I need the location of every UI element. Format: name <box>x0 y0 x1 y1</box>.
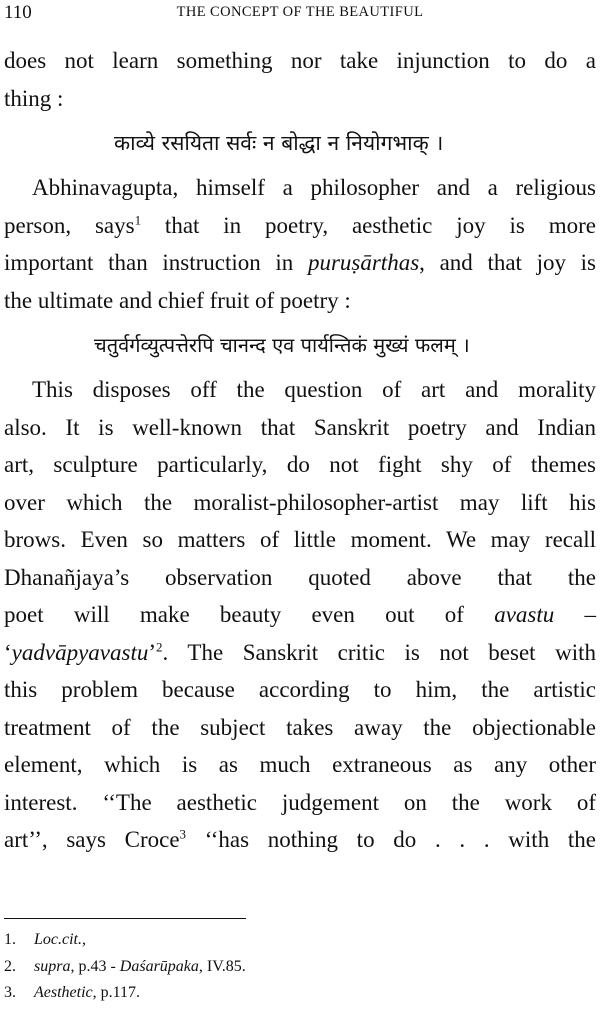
footnote-item <box>4 954 246 981</box>
text-line: Dhanañjaya’s observation quoted above that the <box>4 564 596 590</box>
text-line <box>4 634 596 672</box>
text-line: also. It is well-known that Sanskrit poetry and Indian <box>4 414 596 440</box>
footnote-divider <box>4 918 246 919</box>
footnote-text: , p.43 - <box>70 957 120 975</box>
footnote-ref: 2 <box>156 638 163 654</box>
text-segment: . The Sanskrit critic is not beset with <box>162 639 596 665</box>
running-title: THE CONCEPT OF THE BEAUTIFUL <box>176 4 424 20</box>
footnote-italic: supra <box>34 957 71 975</box>
text-segment: , and that joy is <box>419 250 596 275</box>
text-segment: poet will make beauty even out of <box>4 602 495 627</box>
footnote-ref: 3 <box>179 826 187 842</box>
text-line: element, which is as much extraneous as any other <box>4 752 596 777</box>
footnotes <box>4 927 246 1007</box>
text-segment: ‘‘has nothing to do . . . with the <box>186 827 596 852</box>
footnote-item <box>4 927 246 954</box>
text-segment: art’’, says Croce <box>4 827 180 852</box>
text-segment: person, says <box>4 212 135 238</box>
body-text <box>4 42 596 859</box>
text-segment: ‘ <box>4 639 12 665</box>
footnote-italic: Loc.cit. <box>34 931 82 948</box>
text-segment: that in poetry, aesthetic joy is more <box>141 212 596 238</box>
text-line: This disposes off the question of art and morality <box>32 377 596 402</box>
text-segment: ’ <box>148 639 157 665</box>
text-line <box>4 244 596 282</box>
footnote-text: , IV.85. <box>198 957 246 975</box>
text-line <box>4 596 596 634</box>
page-number: 110 <box>4 2 32 23</box>
text-line <box>4 207 596 245</box>
footnote-text: , p.117. <box>92 984 141 1001</box>
italic-term: yadvāpyavastu <box>11 639 149 665</box>
italic-term: puruṣārthas <box>307 250 420 275</box>
text-line: brows. Even so matters of little moment. We may recall <box>4 527 596 552</box>
footnote-number: 3. <box>4 984 16 1001</box>
text-line: the ultimate and chief fruit of poetry : <box>4 287 351 313</box>
text-line: treatment of the subject takes away the objectionable <box>4 714 596 740</box>
text-segment: – <box>554 602 596 627</box>
text-line <box>4 821 596 859</box>
text-line: Abhinavagupta, himself a philosopher and a religious <box>32 175 596 200</box>
page-header <box>4 2 596 26</box>
text-line: does not learn something nor take injunction to do a <box>4 48 596 73</box>
footnote-italic: Daśarūpaka <box>119 957 199 975</box>
footnote-ref: 1 <box>134 211 142 227</box>
sanskrit-verse: चतुर्वर्गव्युत्पत्तेरपि चानन्द एव पार्यन्तिकं मुख्यं फलम् । <box>94 333 470 357</box>
footnote-item <box>4 980 246 1007</box>
footnote-italic: Aesthetic <box>34 984 93 1001</box>
footnote-text: , <box>82 931 86 948</box>
sanskrit-verse: काव्ये रसयिता सर्वः न बोद्धा न नियोगभाक् । <box>114 131 444 155</box>
footnote-number: 2. <box>4 957 16 975</box>
text-segment: important than instruction in <box>4 250 308 275</box>
italic-term: avastu <box>494 602 555 627</box>
text-line: interest. ‘‘The aesthetic judgement on the work of <box>4 789 596 815</box>
text-line: this problem because according to him, the artistic <box>4 677 596 702</box>
text-line: over which the moralist-philosopher-artist may lift his <box>4 489 596 515</box>
footnote-number: 1. <box>4 931 16 948</box>
text-line: art, sculpture particularly, do not fight shy of themes <box>4 452 596 477</box>
text-line: thing : <box>4 85 64 111</box>
